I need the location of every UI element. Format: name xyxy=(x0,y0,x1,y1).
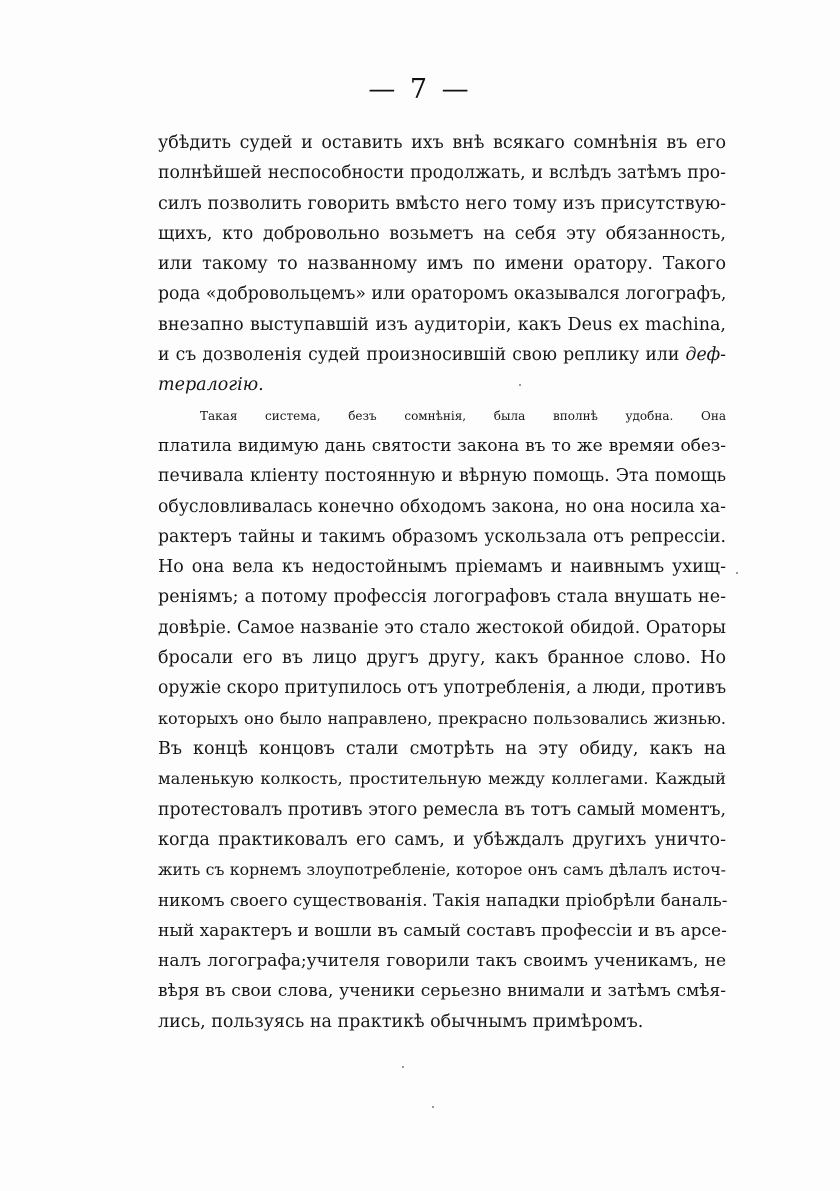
text-line: никомъ своего существованія. Такія нападки пріобрѣли баналь- xyxy=(158,890,728,911)
text-line: налъ логографа;учителя говорили такъ своимъ ученикамъ, не xyxy=(158,951,726,972)
text-line: рактеръ тайны и такимъ образомъ ускользала отъ репрессіи. xyxy=(158,526,726,547)
print-speck xyxy=(402,1066,404,1068)
page-number: — 7 — xyxy=(368,74,472,105)
text-line: бросали его въ лицо другъ другу, какъ бранное слово. Но xyxy=(158,648,726,669)
print-speck xyxy=(432,1106,434,1108)
text-line: маленькую колкость, простительную между коллегами. Каждый xyxy=(158,769,726,789)
italic-term-continuation: тералогію. xyxy=(158,375,264,396)
text-line: вѣря въ свои слова, ученики серьезно внимали и затѣмъ смѣя- xyxy=(158,981,726,1002)
text-run: и съ дозволенія судей произносившій свою реплику или xyxy=(158,345,680,366)
text-line: печивала кліенту постоянную и вѣрную помощь. Эта помощь xyxy=(158,466,726,487)
text-line: которыхъ оно было направлено, прекрасно пользовались жизнью. xyxy=(158,708,726,728)
text-line: Такая система, безъ сомнѣнія, была вполнѣ удобна. Она xyxy=(200,408,726,423)
print-speck xyxy=(519,384,521,386)
text-line: Но она вела къ недостойнымъ пріемамъ и наивнымъ ухищ- xyxy=(158,557,726,578)
paragraph-1 xyxy=(158,128,726,401)
text-line: протестовалъ противъ этого ремесла въ тотъ самый моментъ, xyxy=(158,799,726,820)
text-line: полнѣйшей неспособности продолжать, и вслѣдъ затѣмъ про- xyxy=(158,163,726,184)
text-line: щихъ, кто добровольно возьметъ на себя эту обязанность, xyxy=(158,223,726,244)
text-line: убѣдить судей и оставить ихъ внѣ всякаго сомнѣнія въ его xyxy=(158,133,726,153)
italic-term: деф- xyxy=(685,345,727,366)
text-line: или такому то названному имъ по имени оратору. Такого xyxy=(158,254,726,275)
text-line: когда практиковалъ его самъ, и убѣждалъ другихъ уничто- xyxy=(158,829,726,850)
text-line: лись, пользуясь на практикѣ обычнымъ примѣромъ. xyxy=(158,1011,644,1032)
text-line: силъ позволить говорить вмѣсто него тому изъ присутствую- xyxy=(158,193,726,214)
paragraph-2 xyxy=(158,401,726,1037)
text-line: довѣріе. Самое названіе это стало жестокой обидой. Ораторы xyxy=(158,617,726,638)
text-line: рода «добровольцемъ» или ораторомъ оказывался логографъ, xyxy=(158,284,727,305)
text-line: ный характеръ и вошли въ самый составъ профессіи и въ арсе- xyxy=(158,920,727,941)
text-line: платила видимую дань святости закона въ то же времяи обез- xyxy=(158,435,726,456)
text-line: Въ концѣ концовъ стали смотрѣть на эту обиду, какъ на xyxy=(158,738,726,759)
text-line: реніямъ; а потому профессія логографовъ стала внушать не- xyxy=(158,587,726,608)
text-line: оружіе скоро притупилось отъ употребленія, а люди, противъ xyxy=(158,678,727,699)
body-text xyxy=(158,128,726,1037)
text-line: обусловливалась конечно обходомъ закона, но она носила ха- xyxy=(158,496,726,517)
text-line: внезапно выступавшій изъ аудиторіи, какъ Deus ex machina, xyxy=(158,314,726,335)
text-line: жить съ корнемъ злоупотребленіе, которое онъ самъ дѣлалъ источ- xyxy=(158,860,726,880)
print-speck xyxy=(736,572,738,574)
text-line-with-italic xyxy=(158,340,726,370)
